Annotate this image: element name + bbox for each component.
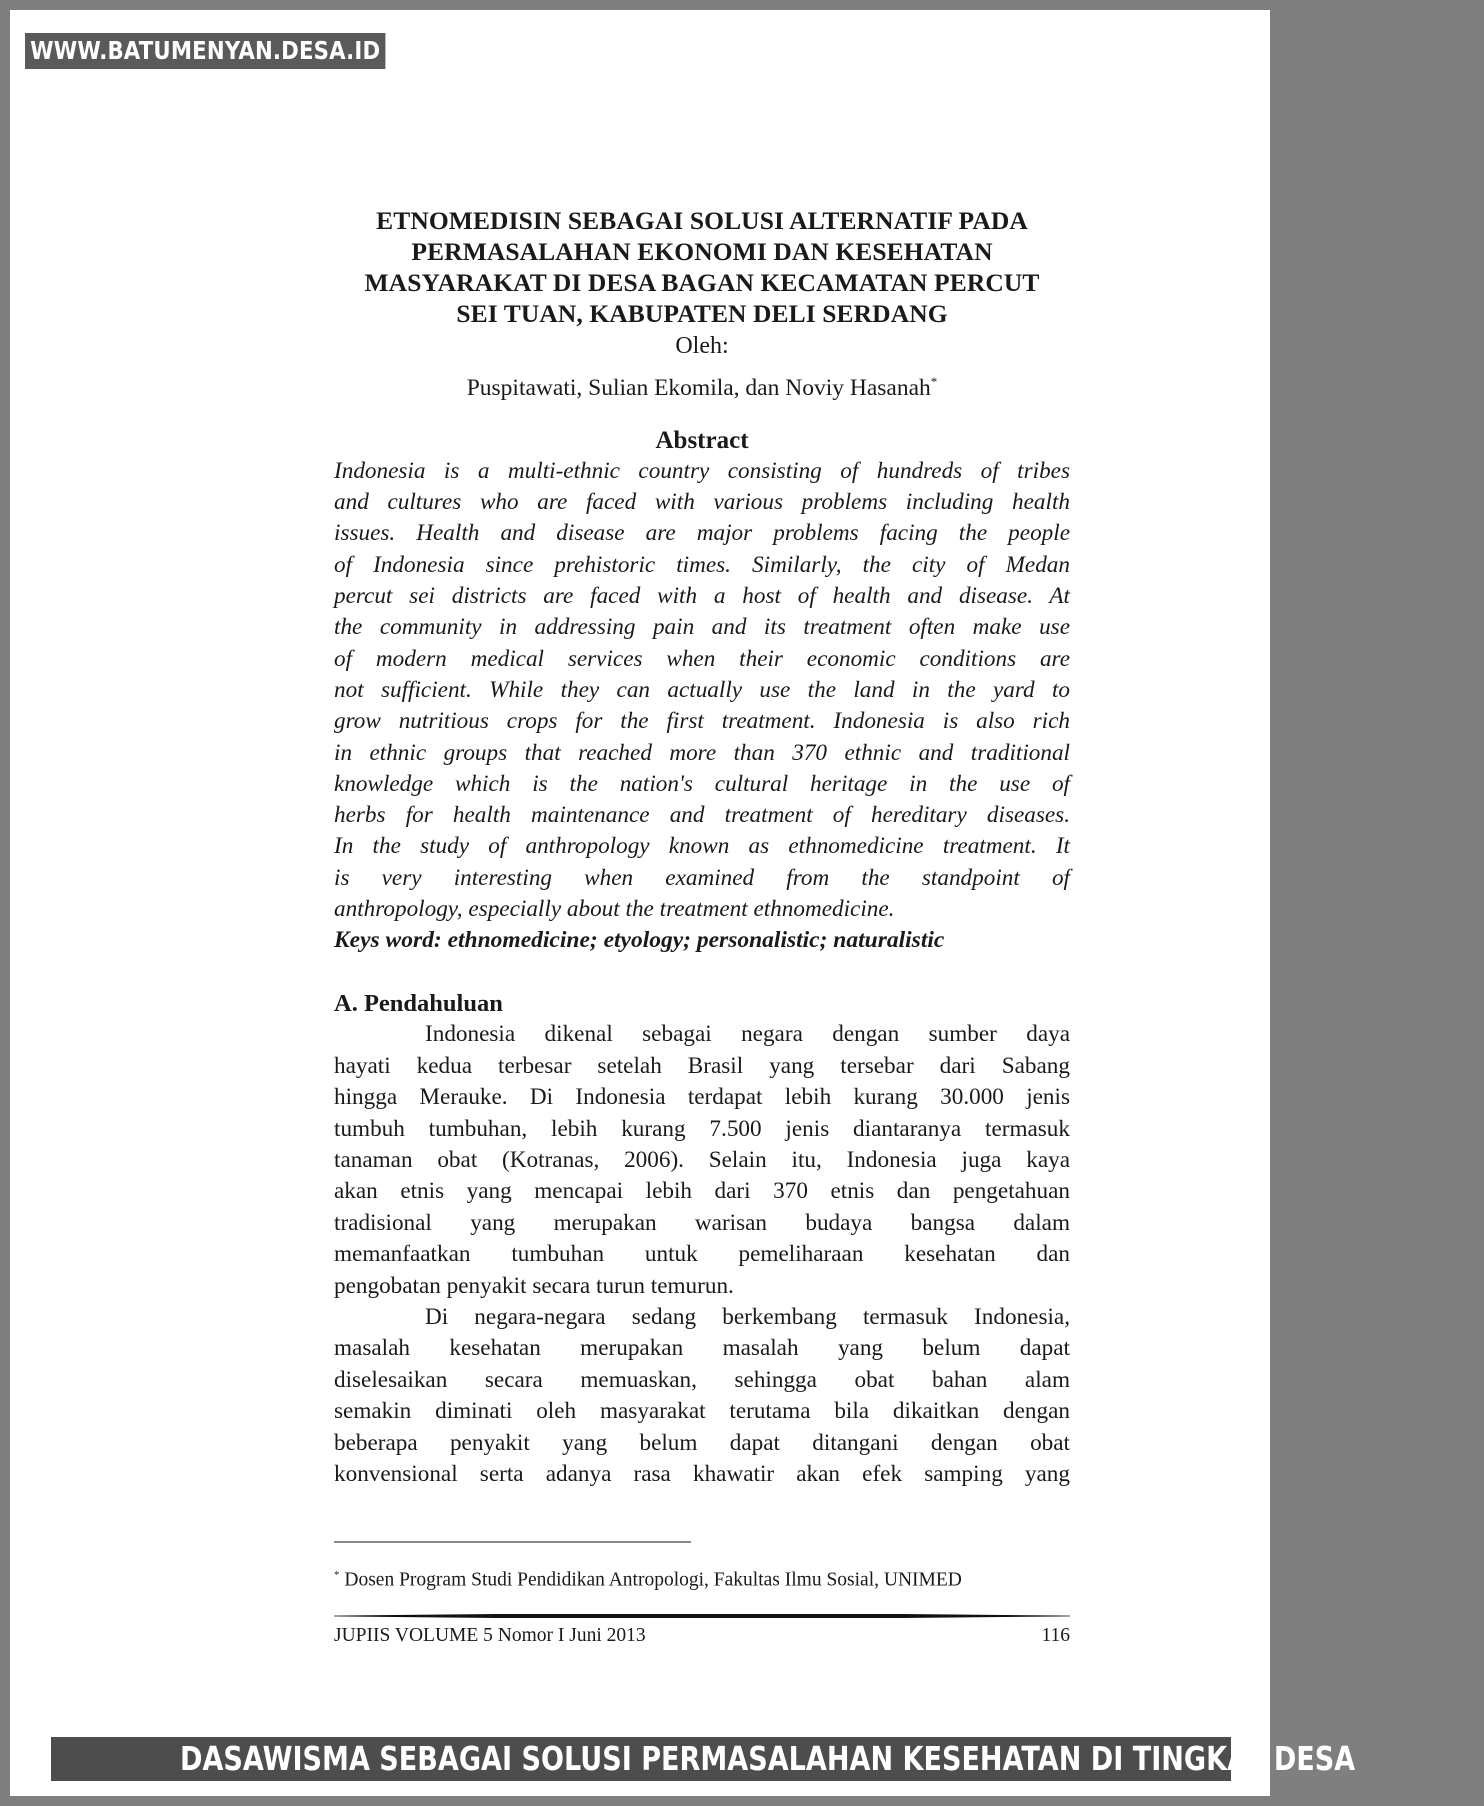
footnote	[334, 1562, 1070, 1594]
abstract-line: not sufficient. While they can actually use the land in the yard to	[334, 676, 1070, 703]
paper-title	[334, 205, 1070, 329]
paragraph-line: hayati kedua terbesar setelah Brasil yang tersebar dari Sabang	[334, 1052, 1070, 1079]
abstract-heading: Abstract	[655, 426, 749, 454]
abstract-line: of Indonesia since prehistoric times. Similarly, the city of Medan	[334, 551, 1070, 578]
paragraph-line: Di negara-negara sedang berkembang termasuk Indonesia,	[425, 1303, 1070, 1330]
caption-text: DASAWISMA SEBAGAI SOLUSI PERMASALAHAN KESEHATAN DI TINGKAT DESA	[179, 1739, 1356, 1778]
footnote-divider	[334, 1541, 691, 1543]
paragraph-line: diselesaikan secara memuaskan, sehingga obat bahan alam	[334, 1366, 1070, 1393]
footnote-mark: *	[334, 1569, 340, 1581]
paragraph-2	[334, 1302, 1070, 1490]
paragraph-line: Indonesia dikenal sebagai negara dengan sumber daya	[425, 1021, 1070, 1048]
paragraph-line: memanfaatkan tumbuhan untuk pemeliharaan kesehatan dan	[334, 1241, 1070, 1268]
abstract-line: herbs for health maintenance and treatment of hereditary diseases.	[334, 802, 1070, 829]
abstract-line: percut sei districts are faced with a host of health and disease. At	[334, 583, 1070, 610]
paragraph-1	[334, 1019, 1070, 1302]
title-line: SEI TUAN, KABUPATEN DELI SERDANG	[456, 299, 948, 328]
site-watermark: WWW.BATUMENYAN.DESA.ID	[25, 33, 385, 69]
abstract-line: Indonesia is a multi-ethnic country consisting of hundreds of tribes	[334, 457, 1070, 484]
abstract-body	[334, 456, 1070, 925]
paragraph-line: tumbuh tumbuhan, lebih kurang 7.500 jenis diantaranya termasuk	[334, 1115, 1070, 1142]
keywords: Keys word: ethnomedicine; etyology; personalistic; naturalistic	[334, 927, 945, 954]
authors	[334, 367, 1070, 403]
abstract-line: the community in addressing pain and its treatment often make use	[334, 614, 1070, 641]
paragraph-line: pengobatan penyakit secara turun temurun.	[334, 1272, 734, 1299]
author-footnote-mark: *	[930, 374, 938, 389]
paragraph-line: masalah kesehatan merupakan masalah yang belum dapat	[334, 1335, 1070, 1362]
page-number: 116	[1041, 1625, 1070, 1646]
title-line: MASYARAKAT DI DESA BAGAN KECAMATAN PERCUT	[364, 268, 1040, 297]
paragraph-line: konvensional serta adanya rasa khawatir akan efek samping yang	[334, 1460, 1070, 1487]
abstract-line: and cultures who are faced with various problems including health	[334, 489, 1070, 516]
journal-info: JUPIIS VOLUME 5 Nomor I Juni 2013	[334, 1625, 646, 1646]
paragraph-line: beberapa penyakit yang belum dapat ditangani dengan obat	[334, 1429, 1070, 1456]
abstract-line: grow nutritious crops for the first treatment. Indonesia is also rich	[334, 708, 1070, 735]
abstract-line: In the study of anthropology known as ethnomedicine treatment. It	[334, 833, 1070, 860]
paper-page	[334, 205, 1070, 1490]
paragraph-line: tanaman obat (Kotranas, 2006). Selain itu, Indonesia juga kaya	[334, 1146, 1070, 1173]
abstract-line: knowledge which is the nation's cultural heritage in the use of	[334, 770, 1070, 797]
by-label: Oleh:	[675, 333, 729, 359]
caption-banner	[51, 1737, 1356, 1781]
title-line: ETNOMEDISIN SEBAGAI SOLUSI ALTERNATIF PADA	[376, 206, 1028, 235]
paragraph-line: tradisional yang merupakan warisan budaya bangsa dalam	[334, 1209, 1070, 1236]
paragraph-line: hingga Merauke. Di Indonesia terdapat lebih kurang 30.000 jenis	[334, 1084, 1070, 1111]
abstract-line: in ethnic groups that reached more than 370 ethnic and traditional	[334, 739, 1070, 766]
abstract-line: anthropology, especially about the treatment ethnomedicine.	[334, 895, 895, 922]
author-names: Puspitawati, Sulian Ekomila, dan Noviy Hasanah	[466, 374, 931, 401]
abstract-line: issues. Health and disease are major problems facing the people	[334, 520, 1070, 547]
section-heading: A. Pendahuluan	[334, 990, 503, 1018]
footnote-text: Dosen Program Studi Pendidikan Antropologi, Fakultas Ilmu Sosial, UNIMED	[344, 1569, 962, 1591]
abstract-line: is very interesting when examined from the standpoint of	[334, 864, 1070, 891]
abstract-line: of modern medical services when their economic conditions are	[334, 645, 1070, 672]
paragraph-line: akan etnis yang mencapai lebih dari 370 etnis dan pengetahuan	[334, 1178, 1070, 1205]
paragraph-line: semakin diminati oleh masyarakat terutama bila dikaitkan dengan	[334, 1398, 1070, 1425]
title-line: PERMASALAHAN EKONOMI DAN KESEHATAN	[411, 237, 993, 266]
